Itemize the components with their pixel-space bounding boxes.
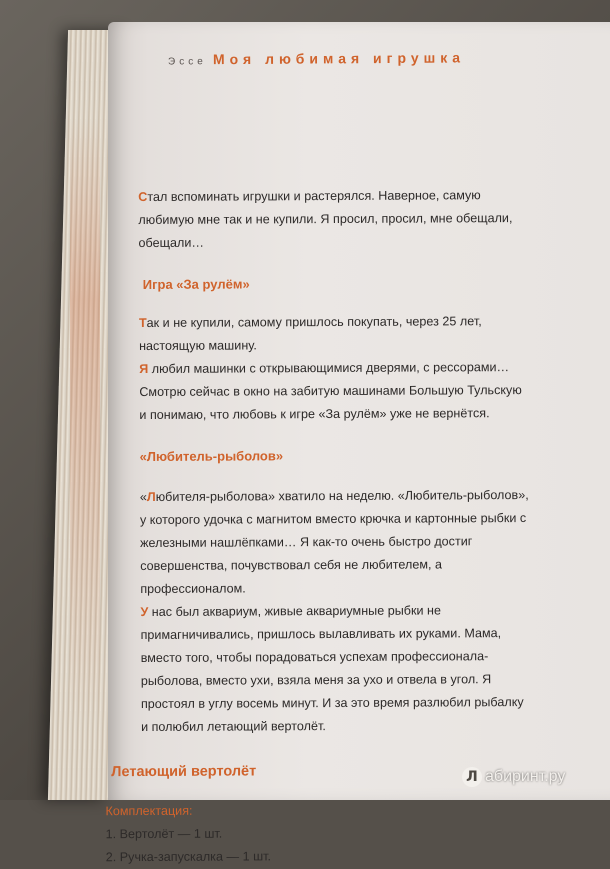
chapter-title: Моя любимая игрушка [212, 49, 466, 68]
kit-item-1: 1. Вертолёт — 1 шт. [105, 826, 223, 842]
running-header [168, 48, 598, 73]
paragraph-2 [139, 310, 529, 358]
paragraph-4 [140, 484, 531, 601]
quote-mark: « [139, 489, 147, 505]
paragraph-text: тал вспоминать игрушки и растерялся. Наверное, самую любимую мне так и не купили. Я просил, просил, мне обещали, обещали… [138, 188, 513, 251]
heading-za-rulem: Игра «За рулём» [142, 276, 250, 293]
page-stack-tint [70, 120, 100, 720]
heading-letayushchiy-vertolet: Летающий вертолёт [111, 763, 257, 781]
drop-initial: Т [138, 315, 147, 331]
paragraph-text: юбителя-рыболова» хватило на неделю. «Любитель-рыболов», у которого удочка с магнитом вместо крючка и картонные рыбки с железными нашлёпками… Я как-то очень быстро достиг совершенства, почувствовал себя не любителем, а профессионалом. [139, 487, 529, 597]
drop-initial: Л [146, 489, 156, 504]
drop-initial: Я [139, 361, 149, 377]
labirint-icon: Л [462, 767, 482, 787]
kit-item-2: 2. Ручка-запускалка — 1 шт. [105, 849, 272, 865]
drop-initial: У [140, 604, 149, 620]
paragraph-text: ак и не купили, самому пришлось покупать, через 25 лет, настоящую машину. [139, 314, 482, 354]
watermark-logo [462, 762, 607, 792]
section-label: Эссе [167, 56, 207, 68]
paragraph-text: любил машинки с открывающимися дверями, с рессорами… Смотрю сейчас в окно на забитую машинами Большую Тульскую и понимаю, что любовь к игре «За рулём» уже не вернётся. [139, 360, 522, 423]
paragraph-1 [138, 184, 528, 255]
paragraph-5 [140, 599, 531, 739]
paragraph-3 [139, 356, 529, 427]
drop-initial: С [138, 189, 148, 205]
heading-lyubitel-rybolov: «Любитель-рыболов» [139, 448, 284, 465]
paragraph-text: нас был аквариум, живые аквариумные рыбки не примагничивались, пришлось вылавливать их руками. Мама, вместо того, чтобы порадоваться успехам профессионала-рыболова, вместо ухи, взяла меня за ухо и отвела в угол. Я простоял в углу восемь минут. И за это время разлюбил рыбалку и полюбил летающий вертолёт. [140, 603, 524, 735]
watermark-text: абиринт.ру [485, 768, 566, 785]
kit-label: Комплектация: [105, 803, 193, 819]
